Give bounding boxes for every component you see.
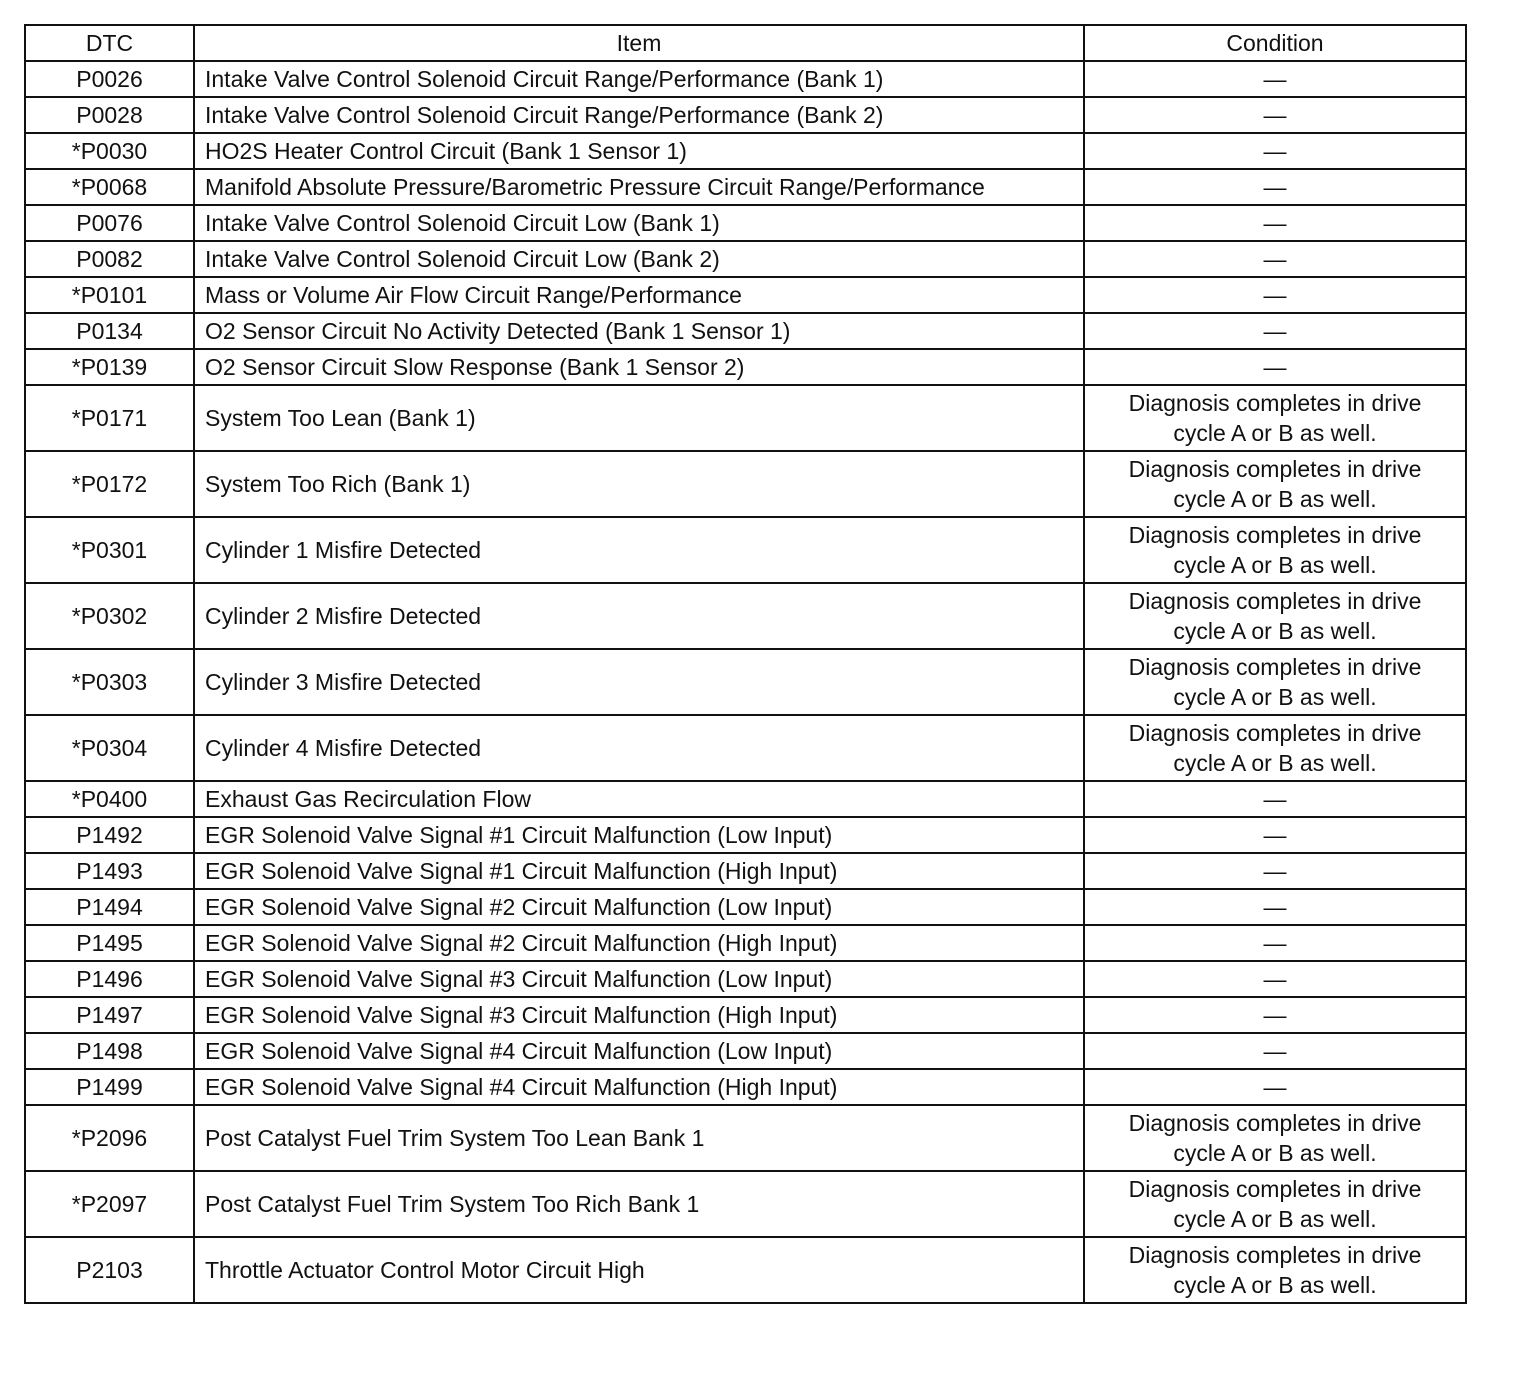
condition-cell: — — [1084, 961, 1466, 997]
table-row — [25, 781, 1466, 817]
item-description-cell: Cylinder 1 Misfire Detected — [194, 517, 1084, 583]
dtc-code-cell: *P0068 — [25, 169, 194, 205]
dtc-code-cell: *P0172 — [25, 451, 194, 517]
item-description-cell: EGR Solenoid Valve Signal #2 Circuit Malfunction (Low Input) — [194, 889, 1084, 925]
item-description-cell: O2 Sensor Circuit No Activity Detected (Bank 1 Sensor 1) — [194, 313, 1084, 349]
column-header-dtc: DTC — [25, 25, 194, 61]
condition-cell: Diagnosis completes in drive cycle A or B as well. — [1084, 649, 1466, 715]
table-row — [25, 205, 1466, 241]
table-header — [25, 25, 1466, 61]
condition-cell: — — [1084, 889, 1466, 925]
condition-cell: — — [1084, 349, 1466, 385]
condition-cell: — — [1084, 277, 1466, 313]
item-description-cell: System Too Lean (Bank 1) — [194, 385, 1084, 451]
dtc-code-cell: *P0101 — [25, 277, 194, 313]
table-row — [25, 961, 1466, 997]
item-description-cell: O2 Sensor Circuit Slow Response (Bank 1 Sensor 2) — [194, 349, 1084, 385]
condition-cell: — — [1084, 997, 1466, 1033]
table-row — [25, 649, 1466, 715]
condition-cell: Diagnosis completes in drive cycle A or B as well. — [1084, 385, 1466, 451]
table-row — [25, 349, 1466, 385]
dtc-code-cell: P0026 — [25, 61, 194, 97]
item-description-cell: EGR Solenoid Valve Signal #1 Circuit Malfunction (High Input) — [194, 853, 1084, 889]
dtc-code-cell: P1495 — [25, 925, 194, 961]
item-description-cell: EGR Solenoid Valve Signal #4 Circuit Malfunction (High Input) — [194, 1069, 1084, 1105]
item-description-cell: Post Catalyst Fuel Trim System Too Lean Bank 1 — [194, 1105, 1084, 1171]
item-description-cell: Intake Valve Control Solenoid Circuit Range/Performance (Bank 1) — [194, 61, 1084, 97]
dtc-code-cell: *P2096 — [25, 1105, 194, 1171]
item-description-cell: EGR Solenoid Valve Signal #3 Circuit Malfunction (High Input) — [194, 997, 1084, 1033]
dtc-code-cell: P0082 — [25, 241, 194, 277]
condition-cell: Diagnosis completes in drive cycle A or B as well. — [1084, 1171, 1466, 1237]
dtc-code-cell: P1497 — [25, 997, 194, 1033]
dtc-code-cell: P1493 — [25, 853, 194, 889]
item-description-cell: Mass or Volume Air Flow Circuit Range/Performance — [194, 277, 1084, 313]
dtc-code-cell: *P0301 — [25, 517, 194, 583]
table-row — [25, 1237, 1466, 1303]
condition-cell: Diagnosis completes in drive cycle A or B as well. — [1084, 451, 1466, 517]
dtc-code-cell: *P0139 — [25, 349, 194, 385]
table-row — [25, 853, 1466, 889]
item-description-cell: Intake Valve Control Solenoid Circuit Low (Bank 2) — [194, 241, 1084, 277]
header-row — [25, 25, 1466, 61]
dtc-code-cell: P1498 — [25, 1033, 194, 1069]
dtc-code-cell: P1499 — [25, 1069, 194, 1105]
dtc-code-cell: P1492 — [25, 817, 194, 853]
condition-cell: Diagnosis completes in drive cycle A or B as well. — [1084, 517, 1466, 583]
item-description-cell: HO2S Heater Control Circuit (Bank 1 Sensor 1) — [194, 133, 1084, 169]
table-body — [25, 61, 1466, 1303]
dtc-code-cell: P1496 — [25, 961, 194, 997]
table-row — [25, 817, 1466, 853]
table-row — [25, 97, 1466, 133]
item-description-cell: EGR Solenoid Valve Signal #4 Circuit Malfunction (Low Input) — [194, 1033, 1084, 1069]
condition-cell: Diagnosis completes in drive cycle A or B as well. — [1084, 1237, 1466, 1303]
dtc-code-cell: P0028 — [25, 97, 194, 133]
condition-cell: — — [1084, 781, 1466, 817]
dtc-table — [24, 24, 1467, 1304]
table-row — [25, 61, 1466, 97]
item-description-cell: Intake Valve Control Solenoid Circuit Range/Performance (Bank 2) — [194, 97, 1084, 133]
condition-cell: — — [1084, 925, 1466, 961]
dtc-code-cell: *P0304 — [25, 715, 194, 781]
condition-cell: — — [1084, 817, 1466, 853]
condition-cell: — — [1084, 1033, 1466, 1069]
condition-cell: Diagnosis completes in drive cycle A or B as well. — [1084, 715, 1466, 781]
condition-cell: — — [1084, 169, 1466, 205]
condition-cell: — — [1084, 241, 1466, 277]
table-row — [25, 1033, 1466, 1069]
item-description-cell: Throttle Actuator Control Motor Circuit High — [194, 1237, 1084, 1303]
table-row — [25, 997, 1466, 1033]
table-row — [25, 241, 1466, 277]
item-description-cell: Manifold Absolute Pressure/Barometric Pressure Circuit Range/Performance — [194, 169, 1084, 205]
column-header-condition: Condition — [1084, 25, 1466, 61]
item-description-cell: EGR Solenoid Valve Signal #1 Circuit Malfunction (Low Input) — [194, 817, 1084, 853]
table-row — [25, 1069, 1466, 1105]
dtc-code-cell: *P0030 — [25, 133, 194, 169]
item-description-cell: Intake Valve Control Solenoid Circuit Low (Bank 1) — [194, 205, 1084, 241]
dtc-code-cell: *P0303 — [25, 649, 194, 715]
table-row — [25, 313, 1466, 349]
table-row — [25, 517, 1466, 583]
item-description-cell: EGR Solenoid Valve Signal #2 Circuit Malfunction (High Input) — [194, 925, 1084, 961]
dtc-code-cell: P0076 — [25, 205, 194, 241]
table-row — [25, 385, 1466, 451]
dtc-code-cell: *P0302 — [25, 583, 194, 649]
item-description-cell: System Too Rich (Bank 1) — [194, 451, 1084, 517]
column-header-item: Item — [194, 25, 1084, 61]
item-description-cell: EGR Solenoid Valve Signal #3 Circuit Malfunction (Low Input) — [194, 961, 1084, 997]
table-row — [25, 925, 1466, 961]
table-row — [25, 889, 1466, 925]
table-row — [25, 133, 1466, 169]
condition-cell: — — [1084, 205, 1466, 241]
table-row — [25, 1171, 1466, 1237]
condition-cell: — — [1084, 853, 1466, 889]
table-row — [25, 715, 1466, 781]
condition-cell: — — [1084, 313, 1466, 349]
condition-cell: — — [1084, 133, 1466, 169]
item-description-cell: Post Catalyst Fuel Trim System Too Rich Bank 1 — [194, 1171, 1084, 1237]
table-row — [25, 583, 1466, 649]
condition-cell: Diagnosis completes in drive cycle A or B as well. — [1084, 1105, 1466, 1171]
item-description-cell: Cylinder 3 Misfire Detected — [194, 649, 1084, 715]
table-row — [25, 1105, 1466, 1171]
condition-cell: — — [1084, 61, 1466, 97]
item-description-cell: Cylinder 2 Misfire Detected — [194, 583, 1084, 649]
dtc-code-cell: *P0171 — [25, 385, 194, 451]
dtc-code-cell: *P0400 — [25, 781, 194, 817]
dtc-code-cell: P2103 — [25, 1237, 194, 1303]
dtc-code-cell: P1494 — [25, 889, 194, 925]
condition-cell: — — [1084, 1069, 1466, 1105]
item-description-cell: Cylinder 4 Misfire Detected — [194, 715, 1084, 781]
dtc-code-cell: P0134 — [25, 313, 194, 349]
table-row — [25, 277, 1466, 313]
item-description-cell: Exhaust Gas Recirculation Flow — [194, 781, 1084, 817]
table-row — [25, 451, 1466, 517]
dtc-code-cell: *P2097 — [25, 1171, 194, 1237]
table-row — [25, 169, 1466, 205]
condition-cell: — — [1084, 97, 1466, 133]
condition-cell: Diagnosis completes in drive cycle A or B as well. — [1084, 583, 1466, 649]
